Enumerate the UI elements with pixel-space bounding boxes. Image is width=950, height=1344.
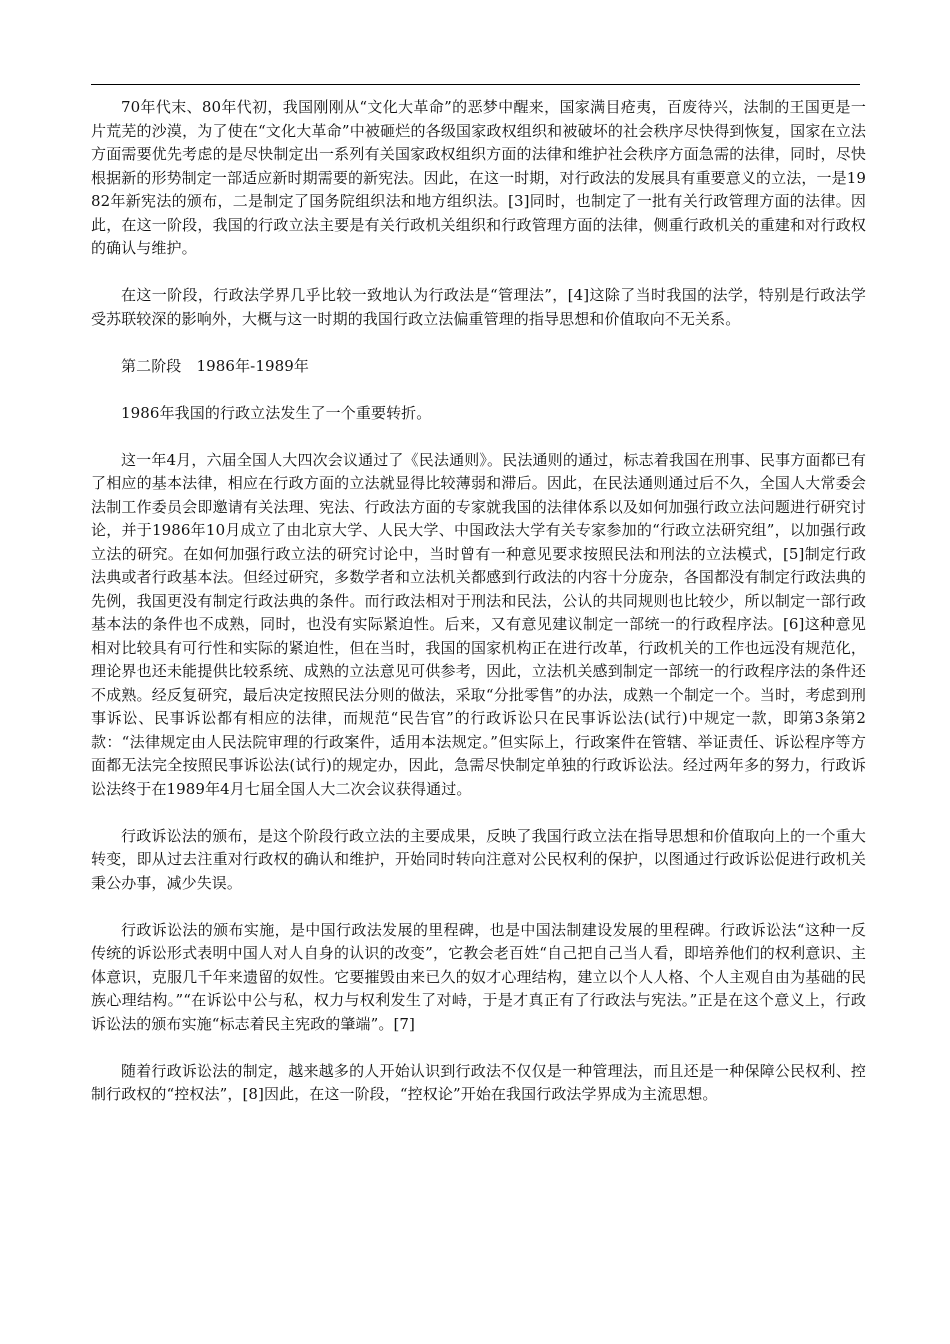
document-body xyxy=(91,96,866,1107)
paragraph-7: 随着行政诉讼法的制定，越来越多的人开始认识到行政法不仅仅是一种管理法，而且还是一种保障公民权利、控制行政权的“控权法”，[8]因此，在这一阶段，“控权论”开始在我国行政法学界成为主流思想。 xyxy=(91,1061,866,1103)
header-rule xyxy=(91,84,860,85)
paragraph-3: 1986年我国的行政立法发生了一个重要转折。 xyxy=(121,403,432,422)
paragraph-5: 行政诉讼法的颁布，是这个阶段行政立法的主要成果，反映了我国行政立法在指导思想和价值取向上的一个重大转变，即从过去注重对行政权的确认和维护，开始同时转向注意对公民权利的保护，以图通过行政诉讼促进行政机关秉公办事，减少失误。 xyxy=(91,826,866,892)
section-heading: 第二阶段 1986年-1989年 xyxy=(121,356,310,375)
paragraph-2: 在这一阶段，行政法学界几乎比较一致地认为行政法是“管理法”，[4]这除了当时我国的法学，特别是行政法学受苏联较深的影响外，大概与这一时期的我国行政立法偏重管理的指导思想和价值取向不无关系。 xyxy=(91,286,866,328)
paragraph-1: 70年代末、80年代初，我国刚刚从“文化大革命”的恶梦中醒来，国家满目疮夷，百废待兴，法制的王国更是一片荒芜的沙漠，为了使在“文化大革命”中被砸烂的各级国家政权组织和被破坏的社会秩序尽快得到恢复，国家在立法方面需要优先考虑的是尽快制定出一系列有关国家政权组织方面的法律和维护社会秩序方面急需的法律，同时，尽快根据新的形势制定一部适应新时期需要的新宪法。因此，在这一时期，对行政法的发展具有重要意义的立法，一是1982年新宪法的颁布，二是制定了国务院组织法和地方组织法。[3]同时，也制定了一批有关行政管理方面的法律。因此，在这一阶段，我国的行政立法主要是有关行政机关组织和行政管理方面的法律，侧重行政机关的重建和对行政权的确认与维护。 xyxy=(91,98,866,257)
paragraph-6: 行政诉讼法的颁布实施，是中国行政法发展的里程碑，也是中国法制建设发展的里程碑。行政诉讼法“这种一反传统的诉讼形式表明中国人对人自身的认识的改变”，它教会老百姓“自己把自己当人看，即培养他们的权利意识、主体意识，克服几千年来遗留的奴性。它要摧毁由来已久的奴才心理结构，建立以个人人格、个人主观自由为基础的民族心理结构。”“在诉讼中公与私，权力与权利发生了对峙，于是才真正有了行政法与宪法。”正是在这个意义上，行政诉讼法的颁布实施“标志着民主宪政的肇端”。[7] xyxy=(91,920,866,1033)
paragraph-4: 这一年4月，六届全国人大四次会议通过了《民法通则》。民法通则的通过，标志着我国在刑事、民事方面都已有了相应的基本法律，相应在行政方面的立法就显得比较薄弱和滞后。因此，在民法通则通过后不久，全国人大常委会法制工作委员会即邀请有关法理、宪法、行政法方面的专家就我国的法律体系以及如何加强行政立法问题进行研究讨论，并于1986年10月成立了由北京大学、人民大学、中国政法大学有关专家参加的“行政立法研究组”，以加强行政立法的研究。在如何加强行政立法的研究讨论中，当时曾有一种意见要求按照民法和刑法的立法模式，[5]制定行政法典或者行政基本法。但经过研究，多数学者和立法机关都感到行政法的内容十分庞杂，各国都没有制定行政法典的先例，我国更没有制定行政法典的条件。而行政法相对于刑法和民法，公认的共同规则也比较少，所以制定一部行政基本法的条件也不成熟，同时，也没有实际紧迫性。后来，又有意见建议制定一部统一的行政程序法。[6]这种意见相对比较具有可行性和实际的紧迫性，但在当时，我国的国家机构正在进行改革，行政机关的工作也远没有规范化，理论界也还未能提供比较系统、成熟的立法意见可供参考，因此，立法机关感到制定一部统一的行政程序法的条件还不成熟。经反复研究，最后决定按照民法分则的做法，采取“分批零售”的办法，成熟一个制定一个。当时，考虑到刑事诉讼、民事诉讼都有相应的法律，而规范“民告官”的行政诉讼只在民事诉讼法(试行)中规定一款，即第3条第2款：“法律规定由人民法院审理的行政案件，适用本法规定。”但实际上，行政案件在管辖、举证责任、诉讼程序等方面都无法完全按照民事诉讼法(试行)的规定办，因此，急需尽快制定单独的行政诉讼法。经过两年多的努力，行政诉讼法终于在1989年4月七届全国人大二次会议获得通过。 xyxy=(91,450,866,798)
